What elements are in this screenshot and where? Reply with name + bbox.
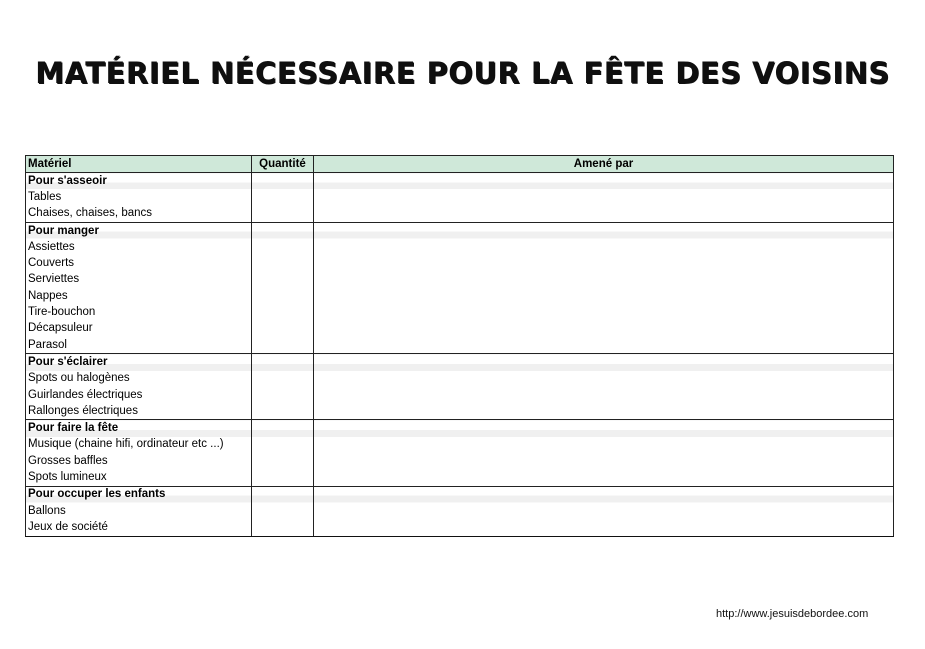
header-material: Matériel	[26, 156, 252, 173]
table-row	[26, 469, 894, 486]
table-row	[26, 387, 894, 403]
quantity-cell[interactable]	[252, 189, 314, 205]
page-title: MATÉRIEL NÉCESSAIRE POUR LA FÊTE DES VOISINS	[35, 56, 890, 90]
quantity-cell[interactable]	[252, 321, 314, 337]
quantity-cell[interactable]	[252, 272, 314, 288]
section-row	[26, 222, 894, 239]
quantity-cell[interactable]	[252, 469, 314, 486]
section-row	[26, 354, 894, 371]
brought-by-cell[interactable]	[314, 486, 894, 503]
section-label: Pour manger	[26, 222, 252, 239]
quantity-cell[interactable]	[252, 420, 314, 437]
table-row	[26, 239, 894, 255]
table-row	[26, 337, 894, 354]
quantity-cell[interactable]	[252, 519, 314, 536]
brought-by-cell[interactable]	[314, 354, 894, 371]
header-brought-by: Amené par	[314, 156, 894, 173]
brought-by-cell[interactable]	[314, 403, 894, 420]
quantity-cell[interactable]	[252, 453, 314, 469]
quantity-cell[interactable]	[252, 387, 314, 403]
table-header-row	[26, 156, 894, 173]
materials-table	[25, 155, 894, 537]
item-label: Rallonges électriques	[26, 403, 252, 420]
brought-by-cell[interactable]	[314, 519, 894, 536]
table-row	[26, 321, 894, 337]
brought-by-cell[interactable]	[314, 387, 894, 403]
item-label: Ballons	[26, 503, 252, 519]
item-label: Musique (chaine hifi, ordinateur etc ...)	[26, 437, 252, 453]
table-row	[26, 519, 894, 536]
table-row	[26, 403, 894, 420]
item-label: Assiettes	[26, 239, 252, 255]
table-body	[26, 173, 894, 537]
table-row	[26, 255, 894, 271]
table-row	[26, 437, 894, 453]
quantity-cell[interactable]	[252, 503, 314, 519]
table-row	[26, 371, 894, 387]
quantity-cell[interactable]	[252, 437, 314, 453]
item-label: Tire-bouchon	[26, 304, 252, 320]
table-row	[26, 189, 894, 205]
table-row	[26, 272, 894, 288]
brought-by-cell[interactable]	[314, 239, 894, 255]
brought-by-cell[interactable]	[314, 173, 894, 190]
item-label: Spots lumineux	[26, 469, 252, 486]
quantity-cell[interactable]	[252, 222, 314, 239]
quantity-cell[interactable]	[252, 486, 314, 503]
item-label: Chaises, chaises, bancs	[26, 206, 252, 223]
quantity-cell[interactable]	[252, 173, 314, 190]
item-label: Couverts	[26, 255, 252, 271]
item-label: Décapsuleur	[26, 321, 252, 337]
section-label: Pour s'asseoir	[26, 173, 252, 190]
quantity-cell[interactable]	[252, 239, 314, 255]
quantity-cell[interactable]	[252, 206, 314, 223]
brought-by-cell[interactable]	[314, 437, 894, 453]
brought-by-cell[interactable]	[314, 222, 894, 239]
section-row	[26, 420, 894, 437]
item-label: Guirlandes électriques	[26, 387, 252, 403]
table-row	[26, 304, 894, 320]
footer-url[interactable]: http://www.jesuisdebordee.com	[716, 608, 869, 620]
brought-by-cell[interactable]	[314, 189, 894, 205]
item-label: Nappes	[26, 288, 252, 304]
quantity-cell[interactable]	[252, 255, 314, 271]
item-label: Serviettes	[26, 272, 252, 288]
section-row	[26, 486, 894, 503]
brought-by-cell[interactable]	[314, 337, 894, 354]
item-label: Grosses baffles	[26, 453, 252, 469]
table-row	[26, 503, 894, 519]
brought-by-cell[interactable]	[314, 321, 894, 337]
section-label: Pour faire la fête	[26, 420, 252, 437]
section-row	[26, 173, 894, 190]
quantity-cell[interactable]	[252, 354, 314, 371]
header-quantity: Quantité	[252, 156, 314, 173]
quantity-cell[interactable]	[252, 337, 314, 354]
item-label: Jeux de société	[26, 519, 252, 536]
table-row	[26, 206, 894, 223]
item-label: Spots ou halogènes	[26, 371, 252, 387]
brought-by-cell[interactable]	[314, 371, 894, 387]
item-label: Tables	[26, 189, 252, 205]
quantity-cell[interactable]	[252, 371, 314, 387]
section-label: Pour s'éclairer	[26, 354, 252, 371]
brought-by-cell[interactable]	[314, 255, 894, 271]
brought-by-cell[interactable]	[314, 288, 894, 304]
brought-by-cell[interactable]	[314, 304, 894, 320]
table-row	[26, 453, 894, 469]
brought-by-cell[interactable]	[314, 272, 894, 288]
item-label: Parasol	[26, 337, 252, 354]
section-label: Pour occuper les enfants	[26, 486, 252, 503]
quantity-cell[interactable]	[252, 403, 314, 420]
brought-by-cell[interactable]	[314, 206, 894, 223]
brought-by-cell[interactable]	[314, 453, 894, 469]
quantity-cell[interactable]	[252, 288, 314, 304]
brought-by-cell[interactable]	[314, 420, 894, 437]
quantity-cell[interactable]	[252, 304, 314, 320]
table-row	[26, 288, 894, 304]
brought-by-cell[interactable]	[314, 503, 894, 519]
brought-by-cell[interactable]	[314, 469, 894, 486]
